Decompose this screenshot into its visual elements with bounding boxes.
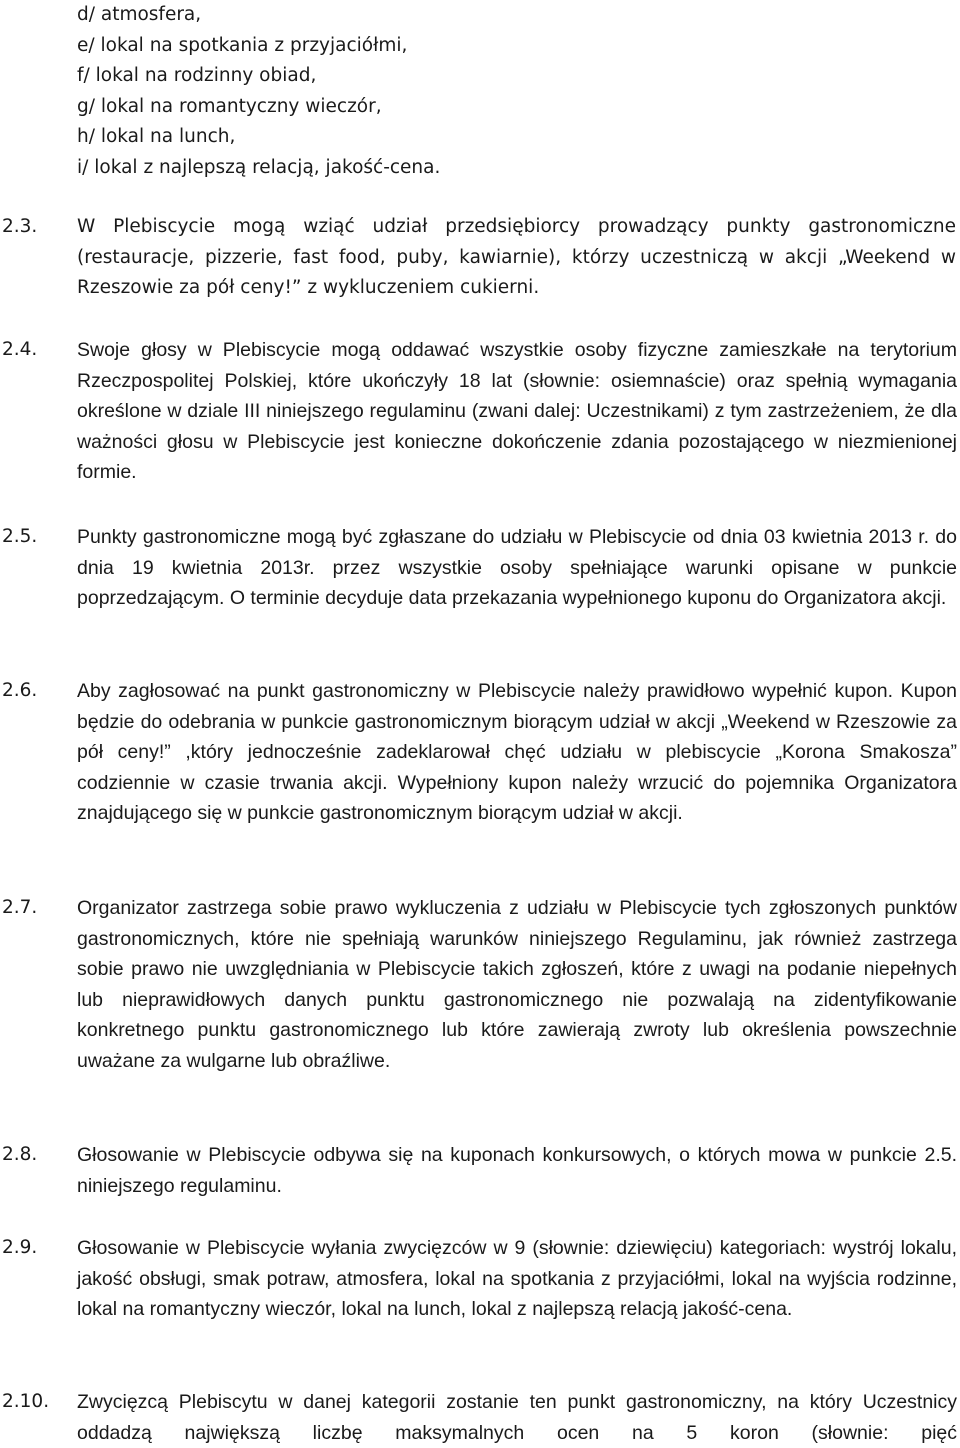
section-text: Głosowanie w Plebiscycie wyłania zwycięzców w 9 (słownie: dziewięciu) kategoriach: wystrój lokalu, jakość obsługi, smak potraw, atmosfera, lokal na spotkania z przyjaciółmi, lokal na wyjścia rodzinne, lokal na romantyczny wieczór, lokal na lunch, lokal z najlepszą relacją jakość-cena. [77, 1237, 957, 1321]
list-item: i/ lokal z najlepszą relacją, jakość-cena. [77, 156, 441, 178]
section-number: 2.3. [2, 216, 38, 237]
list-item: f/ lokal na rodzinny obiad, [77, 65, 317, 87]
section-text: Zwycięzcą Plebiscytu w danej kategorii zostanie ten punkt gastronomiczny, na który Uczestnicy oddadzą największą liczbę maksymalnych ocen na 5 koron (słownie: pięć [77, 1391, 957, 1444]
section-number: 2.9. [2, 1237, 38, 1258]
category-list [77, 0, 877, 184]
section-text: Głosowanie w Plebiscycie odbywa się na kuponach konkursowych, o których mowa w punkcie 2.5. niniejszego regulaminu. [77, 1144, 957, 1197]
section-number: 2.6. [2, 680, 38, 701]
section-number: 2.8. [2, 1144, 38, 1165]
section-number: 2.4. [2, 339, 38, 360]
list-item: g/ lokal na romantyczny wieczór, [77, 95, 382, 117]
list-item: e/ lokal na spotkania z przyjaciółmi, [77, 34, 408, 56]
section-number: 2.7. [2, 897, 38, 918]
section-number: 2.5. [2, 526, 38, 547]
list-item: h/ lokal na lunch, [77, 126, 236, 148]
section-text: W Plebiscycie mogą wziąć udział przedsiębiorcy prowadzący punkty gastronomiczne (restauracje, pizzerie, fast food, puby, kawiarnie), którzy uczestniczą w akcji „Weekend w Rzeszowie za pół ceny!” z wykluczeniem cukierni. [77, 216, 956, 299]
section-text: Swoje głosy w Plebiscycie mogą oddawać wszystkie osoby fizyczne zamieszkałe na terytorium Rzeczpospolitej Polskiej, które ukończyły 18 lat (słownie: osiemnaście) oraz spełnią wymagania określone w dziale III niniejszego regulaminu (zwani dalej: Uczestnikami) z tym zastrzeżeniem, że dla ważności głosu w Plebiscycie jest konieczne dokończenie zdania pozostającego w niezmienionej formie. [77, 339, 957, 484]
section-text: Punkty gastronomiczne mogą być zgłaszane do udziału w Plebiscycie od dnia 03 kwietnia 2013 r. do dnia 19 kwietnia 2013r. przez wszystkie osoby spełniające warunki opisane w punkcie poprzedzającym. O terminie decyduje data przekazania wypełnionego kuponu do Organizatora akcji. [77, 526, 957, 610]
section-text: Aby zagłosować na punkt gastronomiczny w Plebiscycie należy prawidłowo wypełnić kupon. Kupon będzie do odebrania w punkcie gastronomicznym biorącym udział w akcji „Weekend w Rzeszowie za pół ceny!” ,który jednocześnie zadeklarował chęć udziału w plebiscycie „Korona Smakosza” codziennie w czasie trwania akcji. Wypełniony kupon należy wrzucić do pojemnika Organizatora znajdującego się w punkcie gastronomicznym biorącym udział w akcji. [77, 680, 957, 825]
section-text: Organizator zastrzega sobie prawo wykluczenia z udziału w Plebiscycie tych zgłoszonych punktów gastronomicznych, które nie spełniają warunków niniejszego Regulaminu, jak również zastrzega sobie prawo nie uwzględniania w Plebiscycie takich zgłoszeń, które z uwagi na podanie niepełnych lub nieprawidłowych danych punktu gastronomicznego nie pozwalają na zidentyfikowanie konkretnego punktu gastronomicznego lub które zawierają zwroty lub określenia powszechnie uważane za wulgarne lub obraźliwe. [77, 897, 957, 1072]
section-number: 2.10. [2, 1391, 50, 1412]
list-item: d/ atmosfera, [77, 4, 202, 25]
